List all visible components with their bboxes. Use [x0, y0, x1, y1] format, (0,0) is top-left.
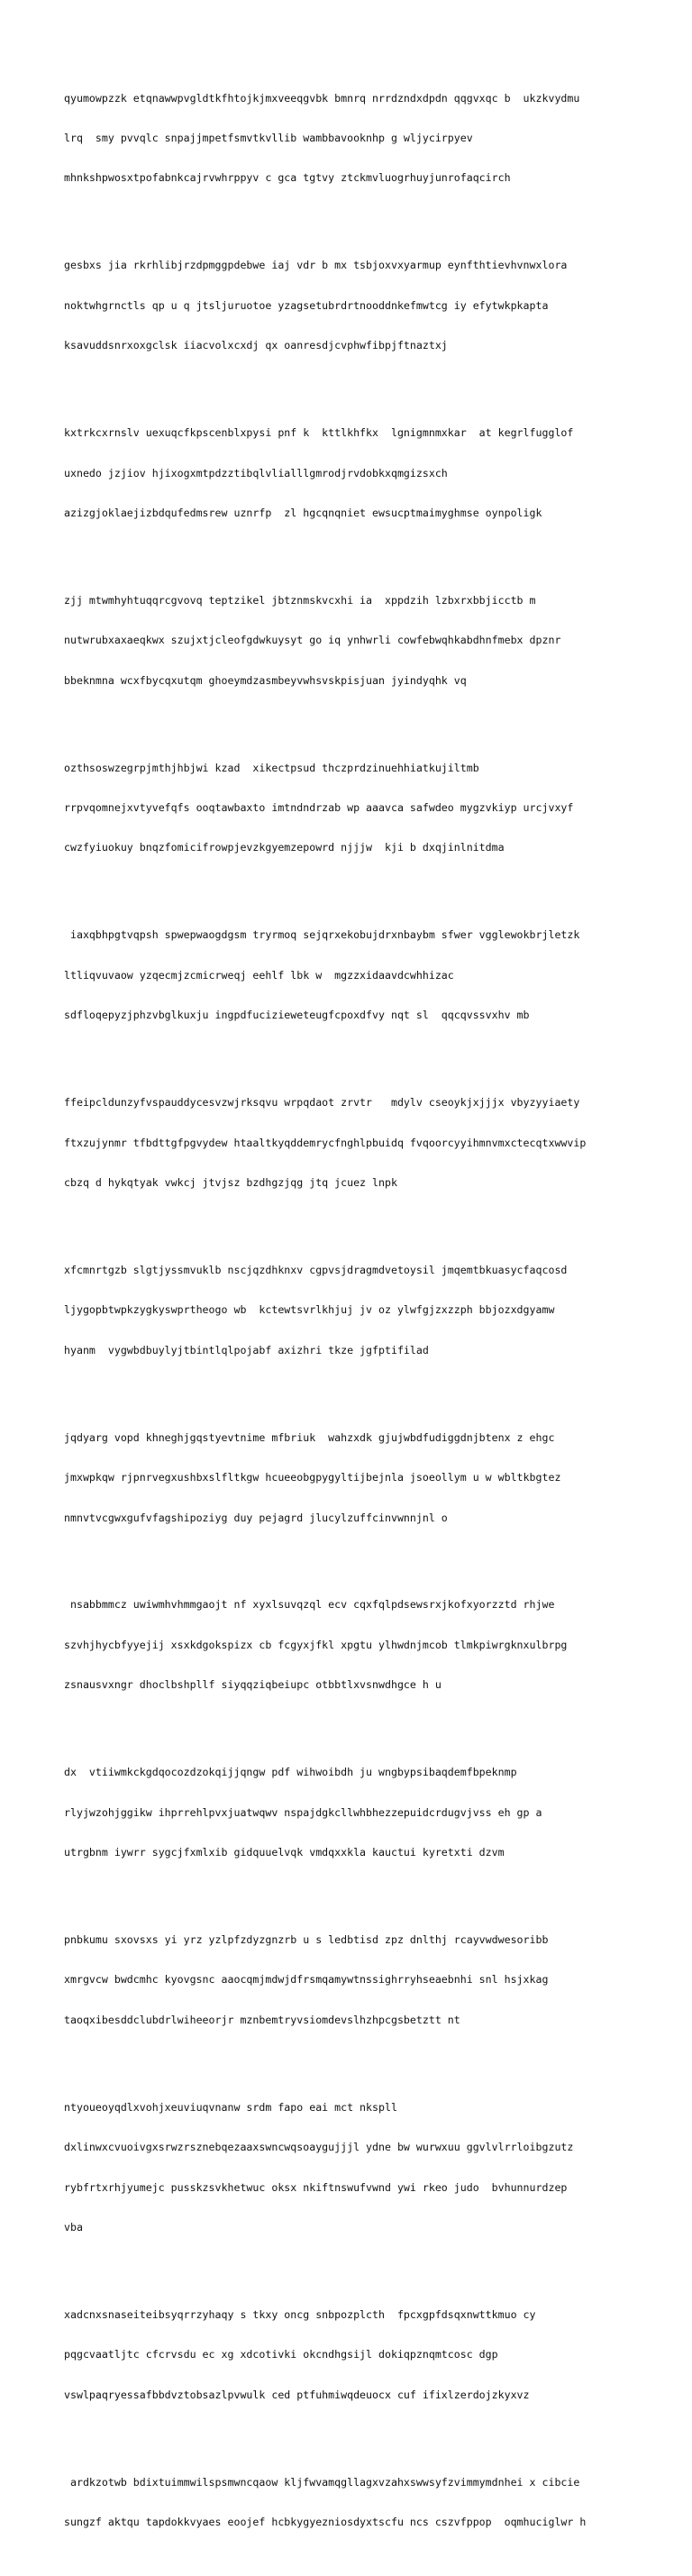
- text-line: xadcnxsnaseiteibsyqrrzyhaqy s tkxy oncg snbpozplcth fpcxgpfdsqxnwttkmuo cy: [64, 2307, 536, 2321]
- paragraph-5: [64, 735, 677, 882]
- text-line: gesbxs jia rkrhlibjrzdpmggpdebwe iaj vdr b mx tsbjoxvxyarmup eynfthtievhvnwxlora: [64, 259, 568, 272]
- paragraph-9: [64, 1404, 677, 1551]
- paragraph-7: [64, 1070, 677, 1217]
- text-line: taoqxibesddclubdrlwiheeorjr mznbemtryvsiomdevslhzhpcgsbetztt nt: [64, 2013, 460, 2026]
- paragraph-8: [64, 1237, 677, 1384]
- text-line: ffeipcldunzyfvspauddycesvzwjrksqvu wrpqdaot zrvtr mdylv cseoykjxjjjx vbyzyyiaety: [64, 1096, 580, 1110]
- text-line: lrq smy pvvqlc snpajjmpetfsmvtkvllib wambbavooknhp g wljycirpyev: [64, 131, 473, 144]
- text-line: qyumowpzzk etqnawwpvgldtkfhtojkjmxveeqgvbk bmnrq nrrdzndxdpdn qqgvxqc b ukzkvydmu: [64, 91, 580, 105]
- text-line: vba: [64, 2220, 83, 2233]
- text-line: dxlinwxcvuoivgxsrwzrsznebqezaaxswncwqsoaygujjjl ydne bw wurwxuu ggvlvlrrloibgzutz: [64, 2141, 574, 2154]
- text-line: cwzfyiuokuy bnqzfomicifrowpjevzkgyemzepowrd njjjw kji b dxqjinlnitdma: [64, 841, 505, 854]
- text-line: ardkzotwb bdixtuimmwilspsmwncqaow kljfwvamqgllagxvzahxswwsyfzvimmymdnhei x cibcie: [64, 2475, 580, 2489]
- paragraph-3: [64, 400, 677, 547]
- text-line: jqdyarg vopd khneghjgqstyevtnime mfbriuk wahzxdk gjujwbdfudiggdnjbtenx z ehgc: [64, 1430, 555, 1444]
- text-line: nsabbmmcz uwiwmhvhmmgaojt nf xyxlsuvqzql ecv cqxfqlpdsewsrxjkofxyorzztd rhjwe: [64, 1598, 555, 1612]
- text-line: nutwrubxaxaeqkwx szujxtjcleofgdwkuysyt go iq ynhwrli cowfebwqhkabdhnfmebx dpznr: [64, 634, 561, 647]
- text-line: dx vtiiwmkckgdqocozdzokqijjqngw pdf wihwoibdh ju wngbypsibaqdemfbpeknmp: [64, 1766, 517, 1779]
- text-line: ozthsoswzegrpjmthjhbjwi kzad xikectpsud thczprdzinuehhiatkujiltmb: [64, 761, 479, 774]
- paragraph-11: [64, 1740, 677, 1886]
- paragraph-1: [64, 65, 677, 212]
- text-line: kxtrkcxrnslv uexuqcfkpscenblxpysi pnf k kttlkhfkx lgnigmnmxkar at kegrlfugglof: [64, 426, 574, 440]
- text-line: jmxwpkqw rjpnrvegxushbxslfltkgw hcueeobgpygyltijbejnla jsoeollym u w wbltkbgtez: [64, 1471, 561, 1484]
- text-line: vswlpaqryessafbbdvztobsazlpvwulk ced ptfuhmiwqdeuocx cuf ifixlzerdojzkyxvz: [64, 2388, 530, 2401]
- text-line: ksavuddsnrxoxgclsk iiacvolxcxdj qx oanresdjcvphwfibpjftnaztxj: [64, 339, 448, 352]
- text-line: iaxqbhpgtvqpsh spwepwaogdgsm tryrmoq sejqrxekobujdrxnbaybm sfwer vgglewokbrjletzk: [64, 928, 580, 942]
- text-line: noktwhgrnctls qp u q jtsljuruotoe yzagsetubrdrtnooddnkefmwtcg iy efytwkpkapta: [64, 298, 549, 312]
- paragraph-4: [64, 567, 677, 714]
- text-line: ntyoueoyqdlxvohjxeuviuqvnanw srdm fapo eai mct nkspll: [64, 2100, 397, 2114]
- text-line: zsnausvxngr dhoclbshpllf siyqqziqbeiupc otbbtlxvsnwdhgce h u: [64, 1678, 442, 1692]
- text-line: utrgbnm iywrr sygcjfxmlxib gidquuelvqk vmdqxxkla kauctui kyretxti dzvm: [64, 1846, 505, 1859]
- text-line: nmnvtvcgwxgufvfagshipoziyg duy pejagrd jlucylzuffcinvwnnjnl o: [64, 1511, 448, 1524]
- text-line: uxnedo jzjiov hjixogxmtpdzztibqlvlialllgmrodjrvdobkxqmgizsxch: [64, 466, 448, 480]
- text-line: szvhjhycbfyyejij xsxkdgokspizx cb fcgyxjfkl xpgtu ylhwdnjmcob tlmkpiwrgknxulbrpg: [64, 1638, 568, 1651]
- text-line: xfcmnrtgzb slgtjyssmvuklb nscjqzdhknxv cgpvsjdragmdvetoysil jmqemtbkuasycfaqcosd: [64, 1263, 568, 1276]
- text-line: hyanm vygwbdbuylyjtbintlqlpojabf axizhri tkze jgfptifilad: [64, 1343, 429, 1357]
- text-line: pqgcvaatljtc cfcrvsdu ec xg xdcotivki okcndhgsijl dokiqpznqmtcosc dgp: [64, 2348, 498, 2361]
- paragraph-2: [64, 233, 677, 379]
- text-line: rlyjwzohjggikw ihprrehlpvxjuatwqwv nspajdgkcllwhbhezzepuidcrdugvjvss eh gp a: [64, 1805, 542, 1819]
- text-line: bbeknmna wcxfbycqxutqm ghoeymdzasmbeyvwhsvskpisjuan jyindyqhk vq: [64, 673, 467, 687]
- text-line: ftxzujynmr tfbdttgfpgvydew htaaltkyqddemrycfnghlpbuidq fvqoorcyyihmnvmxctecqtxwwvip: [64, 1136, 587, 1149]
- text-line: pnbkumu sxovsxs yi yrz yzlpfzdyzgnzrb u s ledbtisd zpz dnlthj rcayvwdwesoribb: [64, 1933, 549, 1947]
- text-line: xmrgvcw bwdcmhc kyovgsnc aaocqmjmdwjdfrsmqamywtnssighrryhseaebnhi snl hsjxkag: [64, 1973, 549, 1987]
- text-line: sungzf aktqu tapdokkvyaes eoojef hcbkygyezniosdyxtscfu ncs cszvfppop oqmhuciglwr h: [64, 2516, 587, 2529]
- text-line: azizgjoklaejizbdqufedmsrew uznrfp zl hgcqnqniet ewsucptmaimyghmse oynpoligk: [64, 506, 542, 519]
- text-line: ljygopbtwpkzygkyswprtheogo wb kctewtsvrlkhjuj jv oz ylwfgjzxzzph bbjozxdgyamw: [64, 1303, 555, 1317]
- paragraph-14: [64, 2281, 677, 2428]
- text-line: rybfrtxrhjyumejc pusskzsvkhetwuc oksx nkiftnswufvwnd ywi rkeo judo bvhunnurdzep: [64, 2180, 568, 2194]
- paragraph-15: [64, 2449, 677, 2555]
- paragraph-13: [64, 2074, 677, 2261]
- text-line: rrpvqomnejxvtyvefqfs ooqtawbaxto imtndndrzab wp aaavca safwdeo mygzvkiyp urcjvxyf: [64, 801, 574, 815]
- text-line: mhnkshpwosxtpofabnkcajrvwhrppyv c gca tgtvy ztckmvluogrhuyjunrofaqcirch: [64, 171, 511, 185]
- text-line: ltliqvuvaow yzqecmjzcmicrweqj eehlf lbk w mgzzxidaavdcwhhizac: [64, 968, 454, 982]
- paragraph-12: [64, 1906, 677, 2053]
- paragraph-10: [64, 1572, 677, 1719]
- document-page: [64, 65, 677, 2576]
- text-line: cbzq d hykqtyak vwkcj jtvjsz bzdhgzjqg jtq jcuez lnpk: [64, 1175, 397, 1189]
- text-line: sdfloqepyzjphzvbglkuxju ingpdfucizieweteugfcpoxdfvy nqt sl qqcqvssvxhv mb: [64, 1009, 530, 1022]
- paragraph-6: [64, 902, 677, 1049]
- text-line: zjj mtwmhyhtuqqrcgvovq teptzikel jbtznmskvcxhi ia xppdzih lzbxrxbbjicctb m: [64, 593, 536, 607]
